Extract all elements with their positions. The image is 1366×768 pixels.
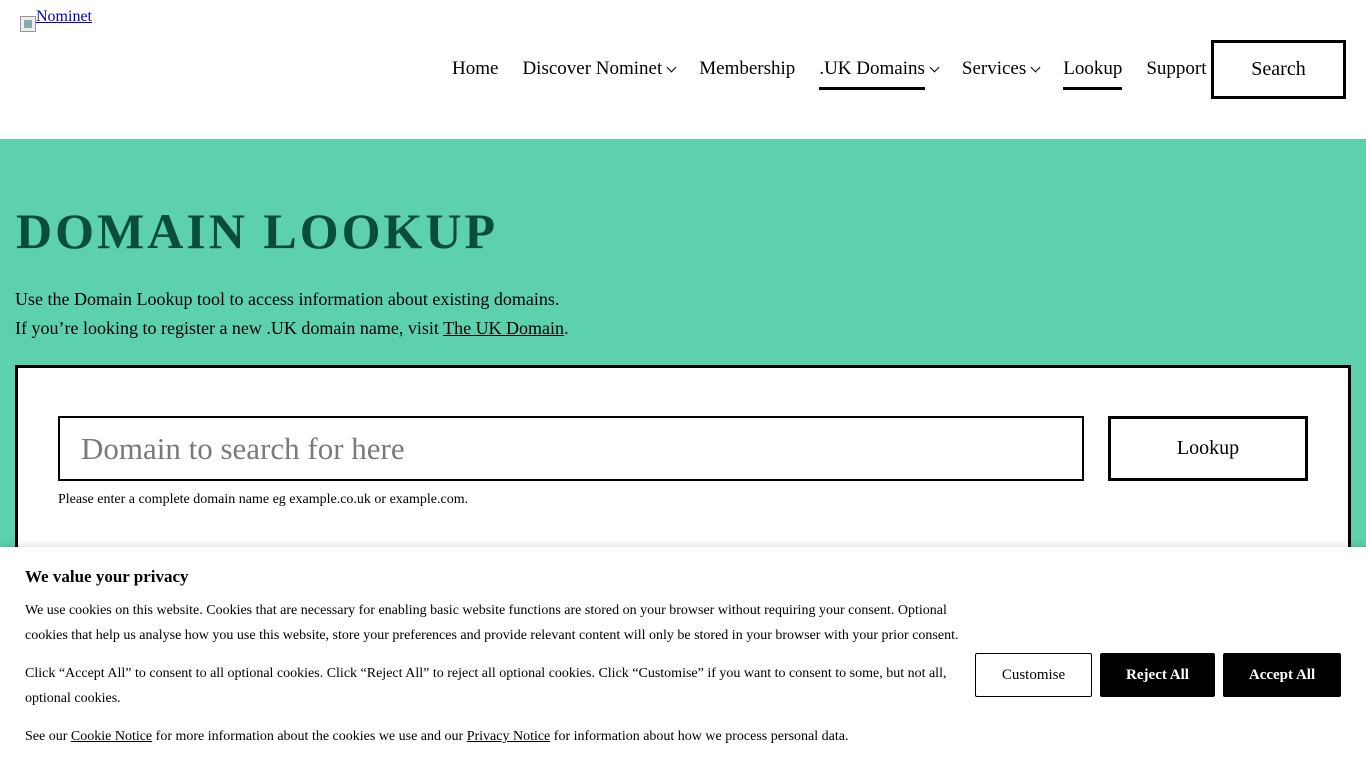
lookup-hint: Please enter a complete domain name eg example.co.uk or example.com. (58, 492, 469, 507)
chevron-down-icon (667, 63, 677, 73)
the-uk-domain-link[interactable]: The UK Domain (443, 318, 565, 338)
search-button[interactable]: Search (1211, 40, 1346, 99)
hero-line-2 (15, 314, 569, 343)
hero-line-2-prefix: If you’re looking to register a new .UK domain name, visit (15, 318, 444, 338)
nav-uk-domains-label: .UK Domains (819, 58, 925, 79)
hero-description (15, 285, 569, 343)
nav-membership[interactable] (699, 58, 795, 90)
nav-services-label: Services (961, 58, 1027, 79)
nav-membership-label: Membership (699, 58, 796, 79)
chevron-down-icon (929, 63, 939, 73)
cookie-title: We value your privacy (25, 567, 189, 586)
accept-all-button[interactable]: Accept All (1223, 653, 1341, 697)
page-title: DOMAIN LOOKUP (16, 203, 499, 259)
customise-button[interactable]: Customise (975, 653, 1092, 697)
lookup-button[interactable]: Lookup (1108, 416, 1308, 481)
site-header (0, 0, 1366, 139)
domain-search-input[interactable] (58, 416, 1084, 481)
nav-support[interactable] (1146, 58, 1206, 90)
nav-home-label: Home (452, 58, 499, 79)
cookie-paragraph-3 (25, 724, 965, 749)
privacy-notice-link[interactable]: Privacy Notice (466, 729, 551, 744)
cookie-banner (0, 547, 1366, 768)
chevron-down-icon (1031, 63, 1041, 73)
nav-lookup-label: Lookup (1063, 58, 1123, 79)
cookie-paragraph-1: We use cookies on this website. Cookies that are necessary for enabling basic website functions are stored on your browser without requiring your consent. Optional cookies that help us analyse how you use this website, store your preferences and provide relevant content will only be stored in your browser with your prior consent. (25, 603, 959, 643)
nav-services[interactable] (962, 58, 1039, 90)
nav-home[interactable] (452, 58, 498, 90)
cookie-p3-mid: for more information about the cookies we use and our (152, 729, 467, 744)
logo-alt-text: Nominet (36, 10, 92, 25)
nav-discover-nominet[interactable] (522, 58, 675, 90)
hero-line-2-suffix: . (564, 318, 569, 338)
cookie-p3-prefix: See our (25, 729, 71, 744)
cookie-paragraph-2: Click “Accept All” to consent to all optional cookies. Click “Reject All” to reject all optional cookies. Click “Customise” if you want to consent to some, but not all, optional cookies. (25, 666, 947, 706)
nav-support-label: Support (1146, 58, 1207, 79)
hero-line-1: Use the Domain Lookup tool to access information about existing domains. (15, 289, 560, 309)
reject-all-button[interactable]: Reject All (1100, 653, 1215, 697)
nav-uk-domains[interactable] (819, 58, 938, 90)
broken-image-icon (20, 16, 36, 32)
nominet-logo[interactable] (20, 10, 92, 32)
nav-lookup[interactable] (1063, 58, 1122, 90)
cookie-p3-suffix: for information about how we process personal data. (550, 729, 849, 744)
main-nav (452, 58, 1231, 90)
cookie-notice-link[interactable]: Cookie Notice (70, 729, 153, 744)
nav-discover-label: Discover Nominet (522, 58, 663, 79)
